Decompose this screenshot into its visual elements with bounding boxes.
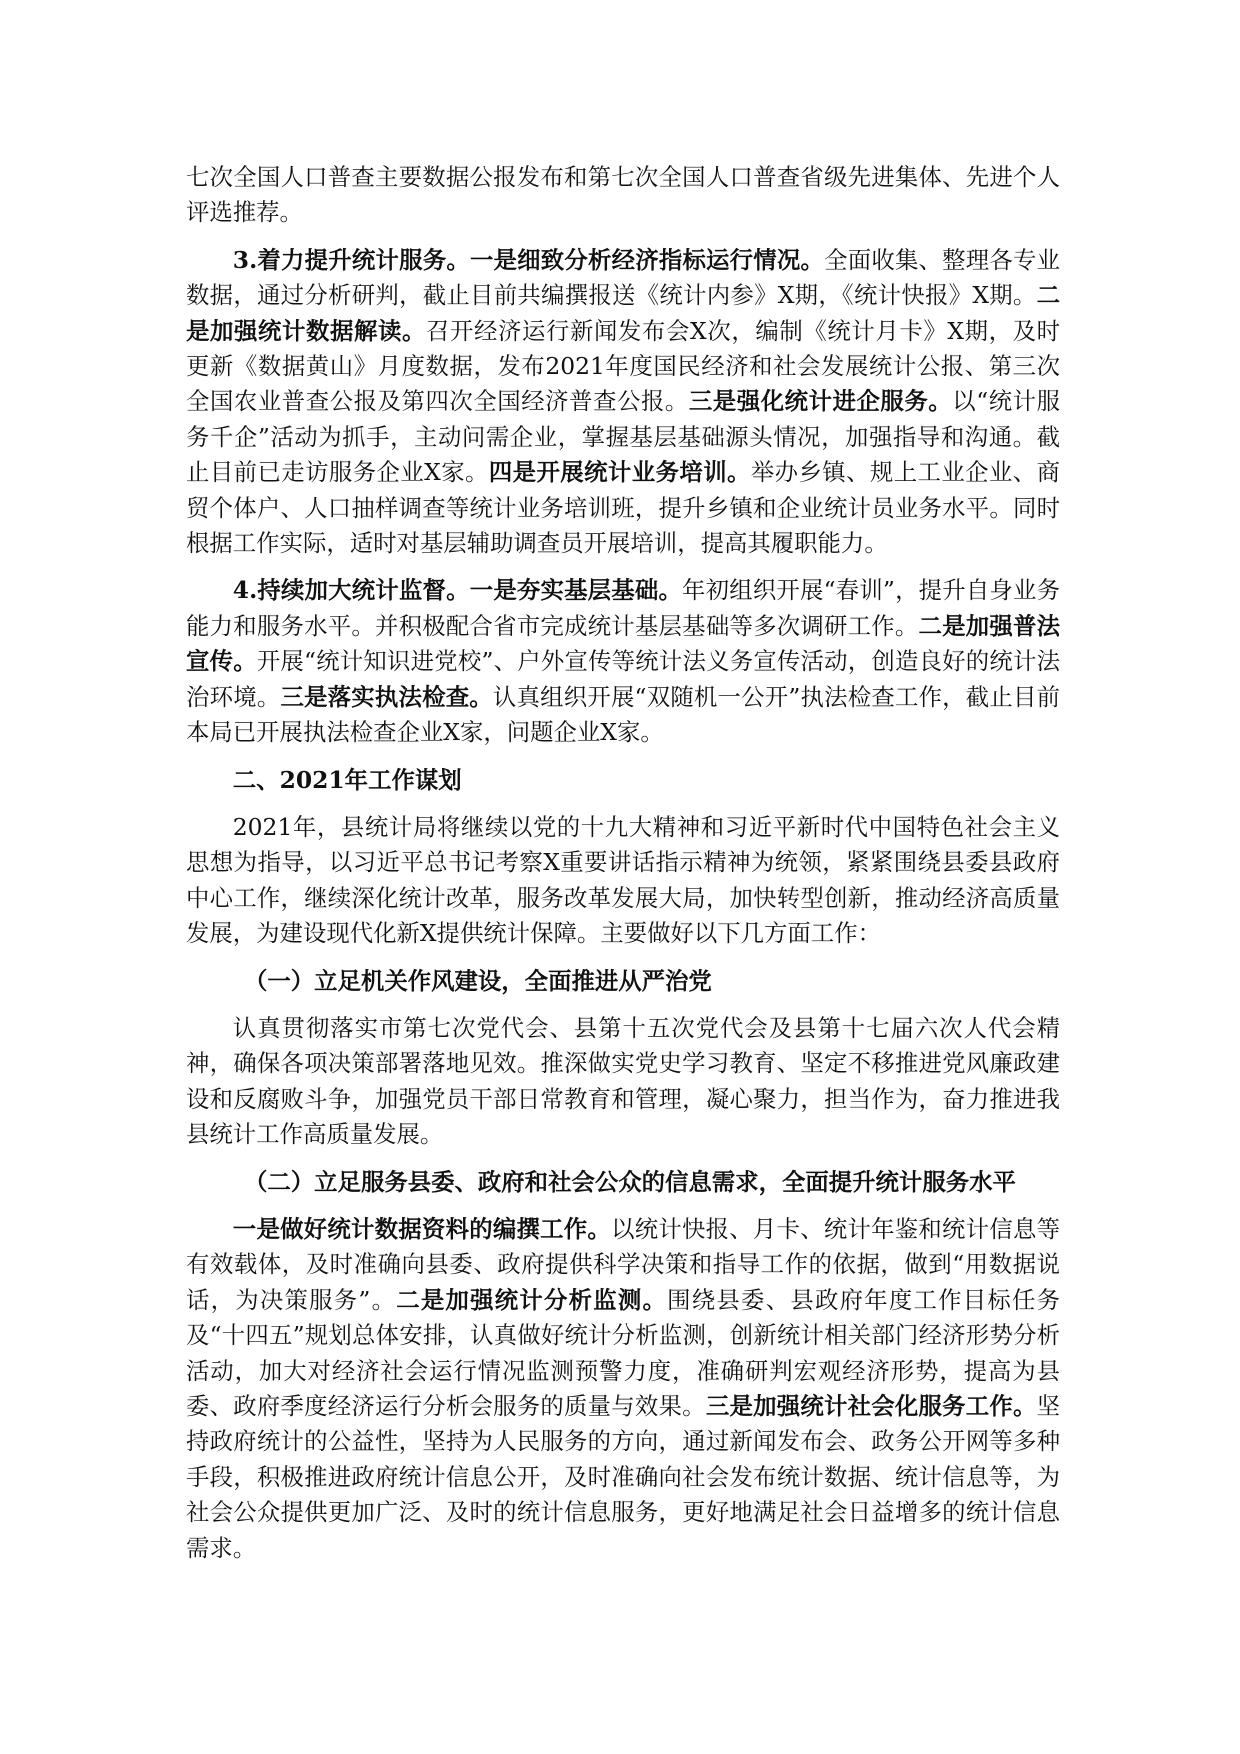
point-heading: 二是加强统计数据解读。: [186, 281, 1060, 345]
subsection-heading-text: （一）立足机关作风建设，全面推进从严治党: [244, 966, 712, 995]
point-text: 全面收集、整理各专业数据，通过分析研判，截止目前共编撰报送《统计内参》X期，《统计快报》X期。: [186, 245, 1061, 310]
document-page: [186, 160, 1060, 1578]
subsection-heading-1: [186, 964, 1060, 999]
paragraph-statistical-supervision: [186, 573, 1060, 750]
point-text: 开展“统计知识进党校”、户外宣传等统计法义务宣传活动，创造良好的统计法治环境。: [186, 647, 1060, 711]
point-text: 以统计快报、月卡、统计年鉴和统计信息等有效载体，及时准确向县委、政府提供科学决策和指导工作的依据，做到“用数据说话，为决策服务”。: [186, 1214, 1060, 1314]
paragraph-plan-intro: [186, 810, 1060, 952]
point-heading: 三是强化统计进企服务。: [688, 387, 953, 416]
point-heading: 一是细致分析经济指标运行情况。: [469, 245, 825, 274]
point-text: 认真组织开展“双随机一公开”执法检查工作，截止目前本局已开展执法检查企业X家，问题企业X家。: [186, 682, 1061, 747]
paragraph-text: 七次全国人口普查主要数据公报发布和第七次全国人口普查省级先进集体、先进个人评选推荐。: [186, 163, 1060, 227]
point-heading: 二是加强统计分析监测。: [396, 1285, 668, 1314]
point-text: 围绕县委、县政府年度工作目标任务及“十四五”规划总体安排，认真做好统计分析监测，创新统计相关部门经济形势分析活动，加大对经济社会运行情况监测预警力度，准确研判宏观经济形势，提高为县委、政府季度经济运行分析会服务的质量与效果。: [186, 1285, 1061, 1420]
subsection-heading-text: （二）立足服务县委、政府和社会公众的信息需求，全面提升统计服务水平: [244, 1167, 1016, 1196]
point-text: 坚持政府统计的公益性，坚持为人民服务的方向，通过新闻发布会、政务公开网等多种手段，积极推进政府统计信息公开，及时准确向社会发布统计数据、统计信息等，为社会公众提供更加广泛、及时的统计信息服务，更好地满足社会日益增多的统计信息需求。: [186, 1392, 1061, 1562]
section-heading-2021-plan: [186, 763, 1060, 798]
paragraph-text: 2021年，县统计局将继续以党的十九大精神和习近平新时代中国特色社会主义思想为指导，以习近平总书记考察X重要讲话指示精神为统领，紧紧围绕县委县政府中心工作，继续深化统计改革，服务改革发展大局，加快转型创新，推动经济高质量发展，为建设现代化新X提供统计保障。主要做好以下几方面工作：: [186, 812, 1060, 948]
point-text: 以“统计服务千企”活动为抓手，主动问需企业，掌握基层基础源头情况，加强指导和沟通。截止目前已走访服务企业X家。: [186, 387, 1061, 487]
point-heading: 四是开展统计业务培训。: [488, 458, 751, 487]
paragraph-information-service: [186, 1212, 1060, 1566]
paragraph-census-continuation: [186, 160, 1060, 231]
paragraph-text: 认真贯彻落实市第七次党代会、县第十五次党代会及县第十七届六次人代会精神，确保各项决策部署落地见效。推深做实党史学习教育、坚定不移推进党风廉政建设和反腐败斗争，加强党员干部日常教育和管理，凝心聚力，担当作为，奋力推进我县统计工作高质量发展。: [186, 1013, 1060, 1149]
point-heading: 二是加强普法宣传。: [186, 611, 1060, 676]
point-heading: 一是做好统计数据资料的编撰工作。: [232, 1214, 612, 1243]
point-heading: 三是落实执法检查。: [280, 682, 493, 711]
subsection-heading-2: [186, 1165, 1060, 1200]
point-heading: 三是加强统计社会化服务工作。: [705, 1392, 1037, 1420]
item-heading: 3.着力提升统计服务。: [232, 245, 470, 274]
section-heading-text: 二、2021年工作谋划: [232, 765, 462, 794]
point-heading: 一是夯实基层基础。: [469, 576, 683, 605]
paragraph-statistical-service: [186, 243, 1060, 562]
point-text: 举办乡镇、规上工业企业、商贸个体户、人口抽样调查等统计业务培训班，提升乡镇和企业统计员业务水平。同时根据工作实际，适时对基层辅助调查员开展培训，提高其履职能力。: [186, 458, 1060, 558]
point-text: 召开经济运行新闻发布会X次，编制《统计月卡》X期，及时更新《数据黄山》月度数据，发布2021年度国民经济和社会发展统计公报、第三次全国农业普查公报及第四次全国经济普查公报。: [186, 316, 1060, 416]
paragraph-party-building: [186, 1011, 1060, 1153]
item-heading: 4.持续加大统计监督。: [232, 576, 470, 605]
point-text: 年初组织开展“春训”，提升自身业务能力和服务水平。并积极配合省市完成统计基层基础等多次调研工作。: [186, 576, 1061, 640]
